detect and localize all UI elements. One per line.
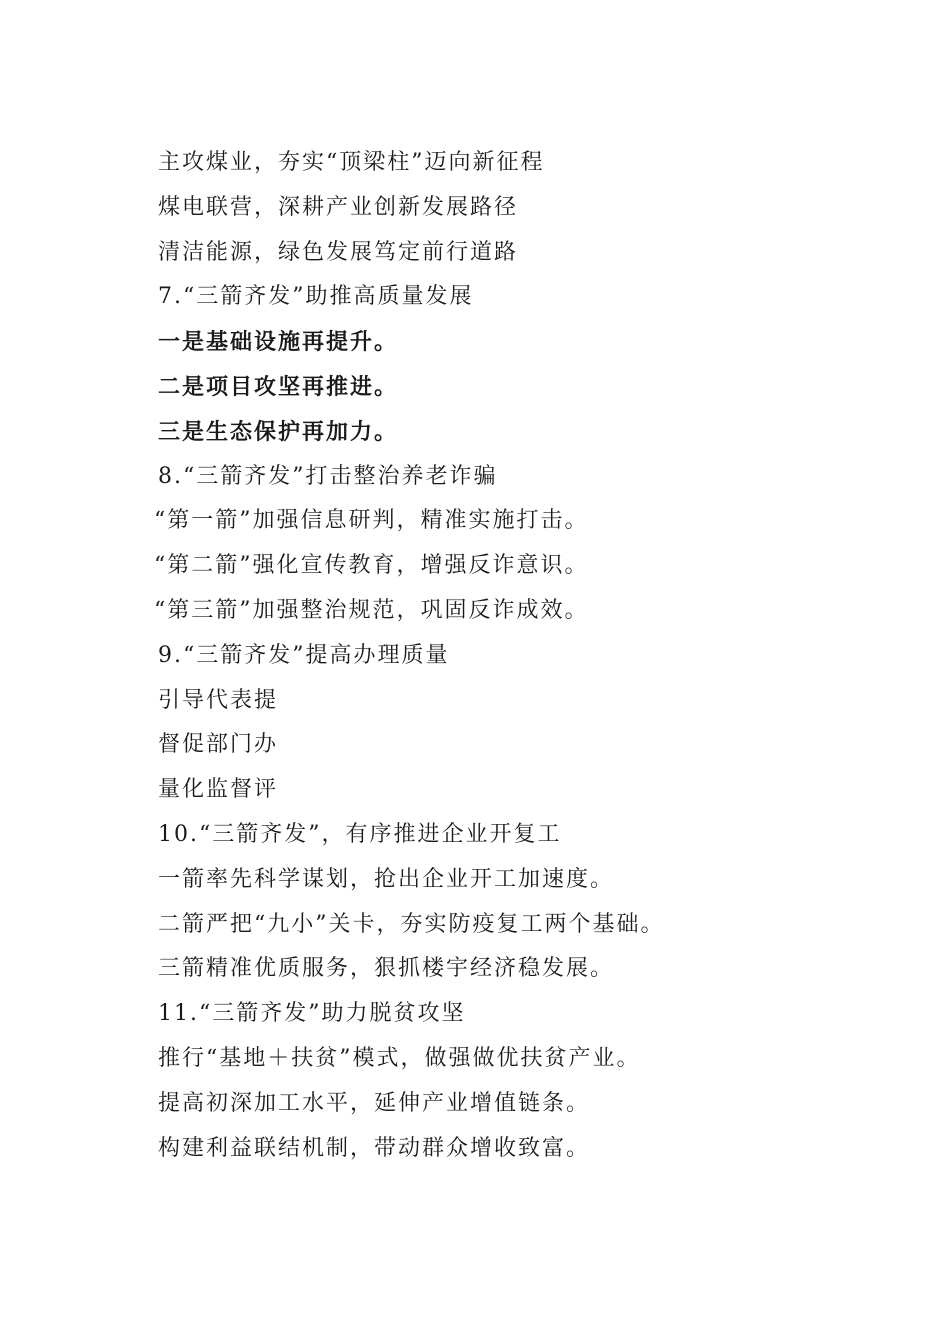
text-line: 提高初深加工水平，延伸产业增值链条。: [158, 1090, 591, 1116]
text-line: 清洁能源，绿色发展笃定前行道路: [158, 239, 519, 265]
text-line: 督促部门办: [158, 732, 279, 758]
text-line: 构建利益联结机制，带动群众增收致富。: [158, 1135, 591, 1161]
text-line: 一箭率先科学谋划，抢出企业开工加速度。: [158, 866, 615, 892]
section-heading: 10.“三箭齐发”，有序推进企业开复工: [158, 821, 562, 847]
section-heading: 11.“三箭齐发”助力脱贫攻坚: [158, 1001, 466, 1027]
text-line: “第二箭”强化宣传教育，增强反诈意识。: [154, 553, 589, 579]
text-line: 三箭精准优质服务，狠抓楼宇经济稳发展。: [158, 956, 615, 982]
section-heading: 9.“三箭齐发”提高办理质量: [158, 642, 450, 668]
text-line: 引导代表提: [158, 687, 279, 713]
text-line: 推行“基地＋扶贫”模式，做强做优扶贫产业。: [158, 1045, 641, 1071]
text-line: 三是生态保护再加力。: [158, 418, 399, 445]
text-line: 量化监督评: [158, 777, 279, 803]
text-line: 二是项目攻坚再推进。: [158, 373, 399, 400]
text-line: “第一箭”加强信息研判，精准实施打击。: [154, 508, 589, 534]
document-body: [154, 141, 878, 1171]
text-line: 一是基础设施再提升。: [158, 329, 399, 356]
text-line: 二箭严把“九小”关卡，夯实防疫复工两个基础。: [158, 911, 665, 937]
section-heading: 7.“三箭齐发”助推高质量发展: [158, 284, 474, 310]
section-heading: 8.“三箭齐发”打击整治养老诈骗: [158, 463, 498, 489]
text-line: 主攻煤业，夯实“顶梁柱”迈向新征程: [158, 150, 545, 175]
text-line: “第三箭”加强整治规范，巩固反诈成效。: [154, 597, 589, 623]
text-line: 煤电联营，深耕产业创新发展路径: [158, 194, 519, 220]
